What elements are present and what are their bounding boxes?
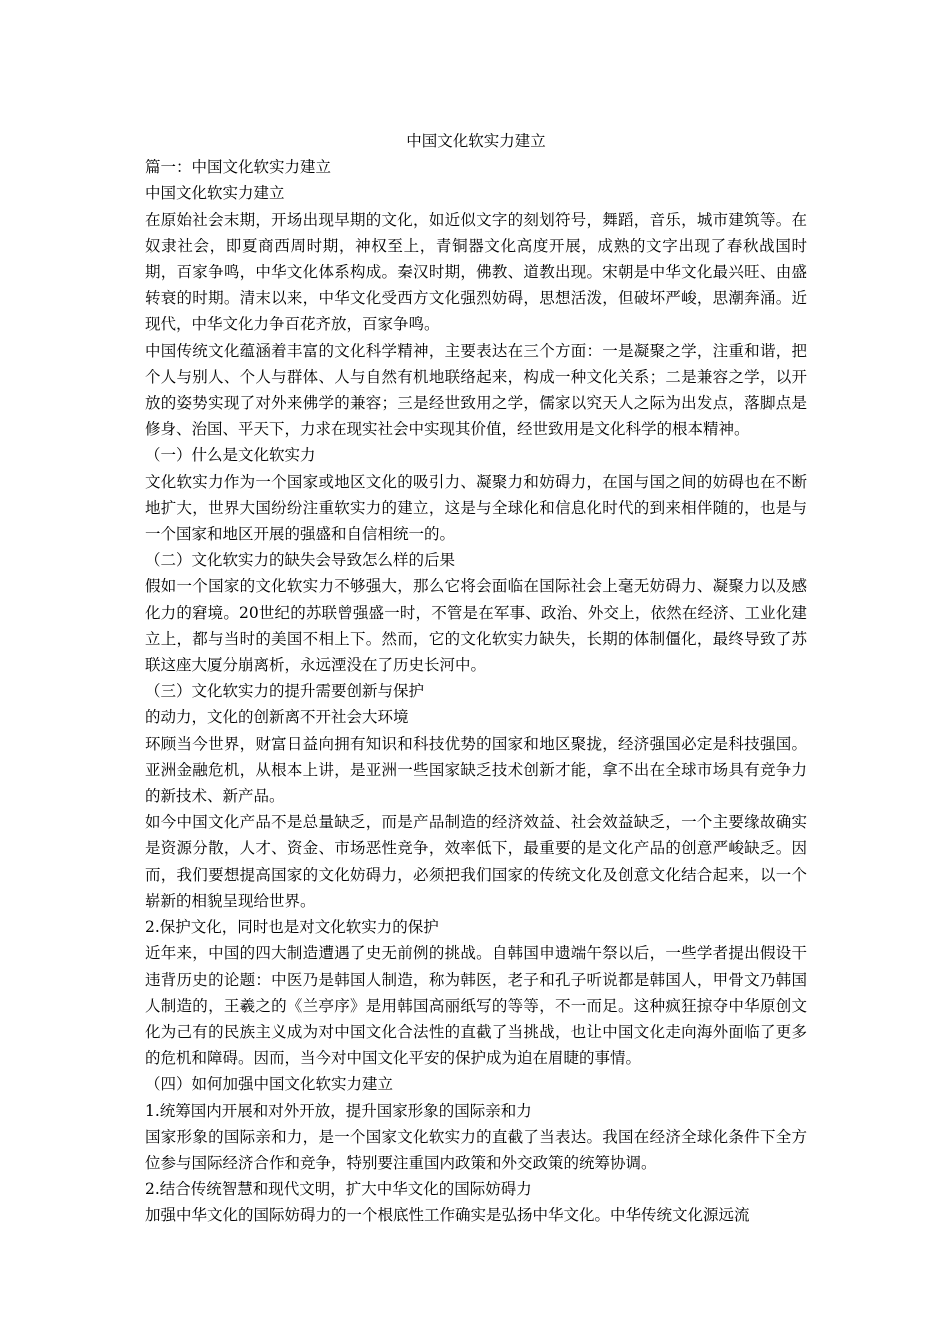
paragraph: 国家形象的国际亲和力，是一个国家文化软实力的直截了当表达。我国在经济全球化条件下全方位参与国际经济合作和竞争，特别要注重国内政策和外交政策的统筹协调。 (145, 1127, 807, 1172)
document-title: 中国文化软实力建立 (406, 132, 546, 150)
document-page (145, 128, 807, 1229)
paragraph: 在原始社会末期，开场出现早期的文化，如近似文字的刻划符号，舞蹈，音乐，城市建筑等。在奴隶社会，即夏商西周时期，神权至上，青铜器文化高度开展，成熟的文字出现了春秋战国时期，百家争鸣，中华文化体系构成。秦汉时期，佛教、道教出现。宋朝是中华文化最兴旺、由盛转衰的时期。清末以来，中华文化受西方文化强烈妨碍，思想活泼，但破坏严峻，思潮奔涌。近现代，中华文化力争百花齐放，百家争鸣。 (145, 210, 807, 334)
paragraph: 环顾当今世界，财富日益向拥有知识和科技优势的国家和地区聚拢，经济强国必定是科技强国。亚洲金融危机，从根本上讲，是亚洲一些国家缺乏技术创新才能，拿不出在全球市场具有竞争力的新技术、新产品。 (145, 734, 807, 806)
paragraph: 中国传统文化蕴涵着丰富的文化科学精神，主要表达在三个方面：一是凝聚之学，注重和谐，把个人与别人、个人与群体、人与自然有机地联络起来，构成一种文化关系；二是兼容之学，以开放的姿势实现了对外来佛学的兼容；三是经世致用之学，儒家以究天人之际为出发点，落脚点是修身、治国、平天下，力求在现实社会中实现其价值，经世致用是文化科学的根本精神。 (145, 341, 807, 439)
paragraph: 近年来，中国的四大制造遭遇了史无前例的挑战。自韩国申遗端午祭以后，一些学者提出假设干违背历史的论题：中医乃是韩国人制造，称为韩医，老子和孔子听说都是韩国人，甲骨文乃韩国人制造的，王羲之的《兰亭序》是用韩国高丽纸写的等等，不一而足。这种疯狂掠夺中华原创文化为己有的民族主义成为对中国文化合法性的直截了当挑战，也让中国文化走向海外面临了更多的危机和障碍。因而，当今对中国文化平安的保护成为迫在眉睫的事情。 (145, 944, 807, 1068)
paragraph: 文化软实力作为一个国家或地区文化的吸引力、凝聚力和妨碍力，在国与国之间的妨碍也在不断地扩大，世界大国纷纷注重软实力的建立，这是与全球化和信息化时代的到来相伴随的，也是与一个国家和地区开展的强盛和自信相统一的。 (145, 472, 807, 544)
section-heading: 1.统筹国内开展和对外开放，提升国家形象的国际亲和力 (145, 1101, 532, 1120)
section-heading: 2.结合传统智慧和现代文明，扩大中华文化的国际妨碍力 (145, 1180, 532, 1199)
section-heading: 2.保护文化，同时也是对文化软实力的保护 (145, 918, 439, 937)
subtitle: 中国文化软实力建立 (145, 184, 285, 203)
section-heading: （三）文化软实力的提升需要创新与保护 (145, 682, 425, 701)
section-heading: 篇一：中国文化软实力建立 (145, 158, 332, 177)
paragraph: 假如一个国家的文化软实力不够强大，那么它将会面临在国际社会上毫无妨碍力、凝聚力以及感化力的窘境。20世纪的苏联曾强盛一时，不管是在军事、政治、外交上，依然在经济、工业化建立上，都与当时的美国不相上下。然而，它的文化软实力缺失，长期的体制僵化，最终导致了苏联这座大厦分崩离析，永远湮没在了历史长河中。 (145, 577, 807, 675)
section-heading: （一）什么是文化软实力 (145, 446, 316, 465)
section-heading: （二）文化软实力的缺失会导致怎么样的后果 (145, 551, 456, 570)
paragraph: 如今中国文化产品不是总量缺乏，而是产品制造的经济效益、社会效益缺乏，一个主要缘故确实是资源分散，人才、资金、市场恶性竞争，效率低下，最重要的是文化产品的创意严峻缺乏。因而，我们要想提高国家的文化妨碍力，必须把我们国家的传统文化及创意文化结合起来，以一个崭新的相貌呈现给世界。 (145, 813, 807, 910)
section-heading: （四）如何加强中国文化软实力建立 (145, 1075, 394, 1094)
paragraph: 加强中华文化的国际妨碍力的一个根底性工作确实是弘扬中华文化。中华传统文化源远流 (145, 1206, 750, 1225)
paragraph: 的动力，文化的创新离不开社会大环境 (145, 708, 409, 727)
